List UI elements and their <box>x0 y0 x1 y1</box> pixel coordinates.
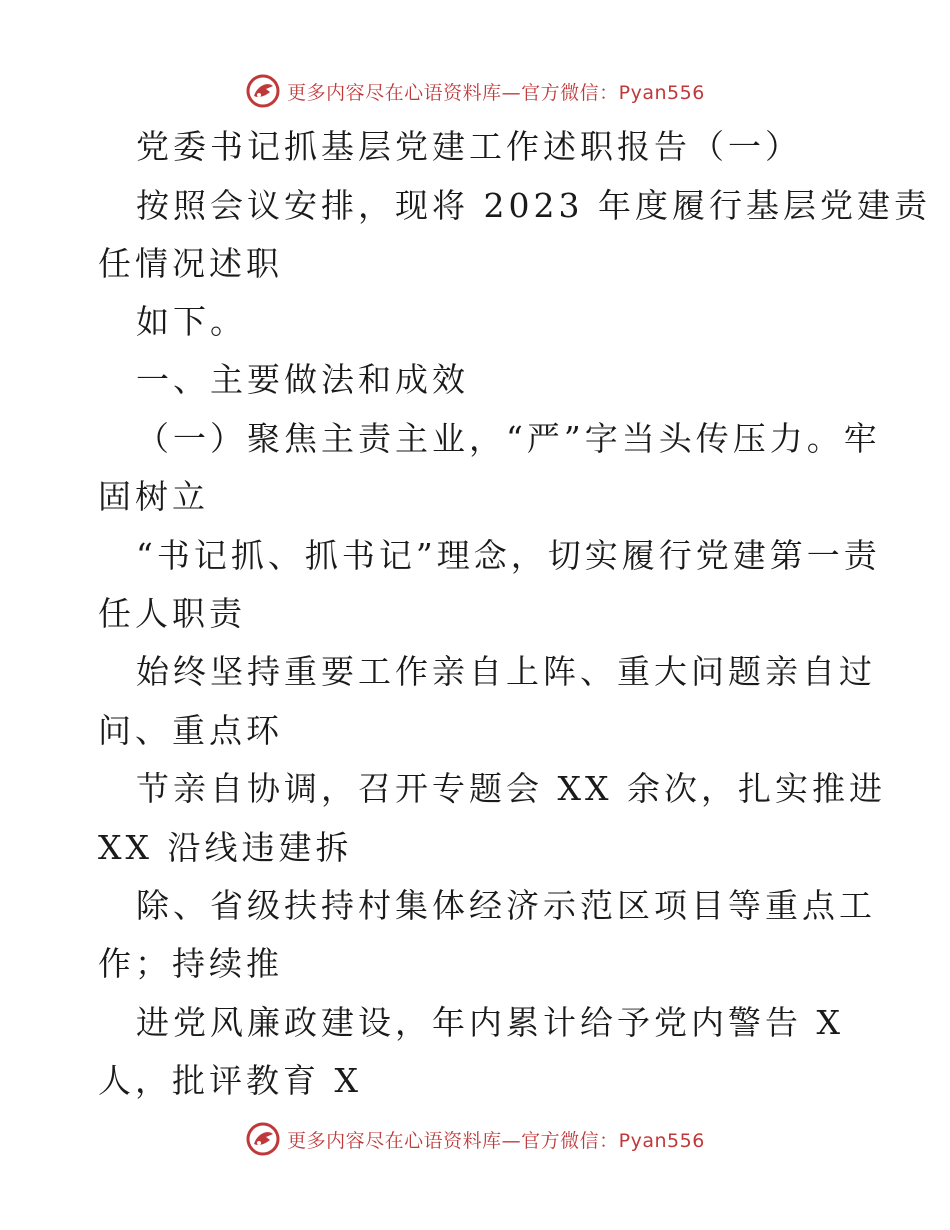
paragraph-line: 节亲自协调，召开专题会 XX 余次，扎实推进 <box>136 769 886 808</box>
paragraph-line: 进党风廉政建设，年内累计给予党内警告 X <box>136 1003 844 1042</box>
paragraph-line: 始终坚持重要工作亲自上阵、重大问题亲自过 <box>136 652 876 691</box>
watermark-text: 更多内容尽在心语资料库—官方微信：Pyan556 <box>287 1129 705 1152</box>
paragraph-line: 如下。 <box>136 302 247 341</box>
paragraph-line: XX 沿线违建拆 <box>98 828 353 867</box>
paragraph-line: 人，批评教育 X <box>98 1061 362 1100</box>
paragraph-line: 固树立 <box>98 477 209 516</box>
paragraph-line: 问、重点环 <box>98 711 283 750</box>
paragraph-line: 任人职责 <box>98 594 246 633</box>
watermark-text: 更多内容尽在心语资料库—官方微信：Pyan556 <box>287 81 705 104</box>
paragraph-line: 按照会议安排，现将 2023 年度履行基层党建责 <box>136 186 931 225</box>
document-title: 党委书记抓基层党建工作述职报告（一） <box>136 127 802 166</box>
brand-logo-icon <box>245 1121 281 1157</box>
subsection-heading: （一）聚焦主责主业，“严”字当头传压力。牢 <box>136 419 881 458</box>
paragraph-line: 任情况述职 <box>98 244 283 283</box>
paragraph-line: “书记抓、抓书记”理念，切实履行党建第一责 <box>136 536 881 575</box>
section-heading: 一、主要做法和成效 <box>136 360 469 399</box>
paragraph-line: 除、省级扶持村集体经济示范区项目等重点工 <box>136 886 876 925</box>
paragraph-line: 作；持续推 <box>98 944 283 983</box>
footer-watermark <box>0 1117 950 1161</box>
